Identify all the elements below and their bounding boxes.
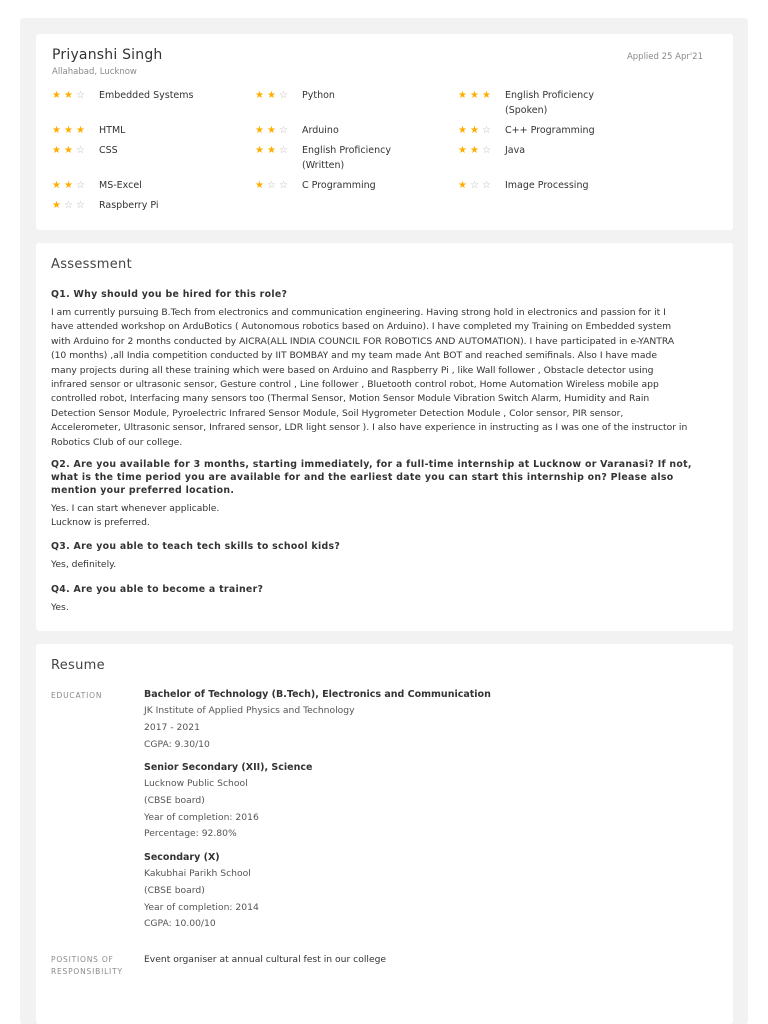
positions-entry xyxy=(144,953,714,966)
answer-line: (10 months) ,all India competition conducted by IIT BOMBAY and my team made Ant BOT and reached semifinals. Also I have made xyxy=(51,350,658,362)
skill-name: Python xyxy=(302,90,335,101)
star-filled-icon: ★ xyxy=(52,125,61,136)
answer-line: with Arduino for 2 months conducted by AICRA(ALL INDIA COUNCIL FOR ROBOTICS AND AUTOMATION). I have participated in e-YANTRA xyxy=(51,335,675,347)
star-filled-icon: ★ xyxy=(458,90,467,101)
skill-item xyxy=(255,125,455,138)
skill-item xyxy=(458,125,658,138)
answer-1 xyxy=(51,306,719,450)
star-filled-icon: ★ xyxy=(469,145,479,156)
resume-card xyxy=(36,644,733,1024)
applied-date: Applied 25 Apr'21 xyxy=(626,52,703,62)
assessment-title: Assessment xyxy=(51,257,132,272)
answer-line: Yes, definitely. xyxy=(51,559,117,570)
positions-label-line: POSITIONS OF xyxy=(51,955,114,964)
question-block-4 xyxy=(51,583,719,615)
question-4: Q4. Are you able to become a trainer? xyxy=(51,584,264,595)
answer-line: have attended workshop on ArduBotics ( Autonomous robotics based on Arduino). I have completed my Training on Embedded system xyxy=(51,321,672,333)
star-empty-icon: ☆ xyxy=(75,180,85,191)
skill-item xyxy=(255,145,455,173)
positions-label-line: RESPONSIBILITY xyxy=(51,967,123,976)
star-empty-icon: ☆ xyxy=(266,180,276,191)
education-board: (CBSE board) xyxy=(144,794,205,806)
star-filled-icon: ★ xyxy=(52,200,61,211)
education-label: EDUCATION xyxy=(51,691,103,700)
candidate-location: Allahabad, Lucknow xyxy=(52,67,137,77)
question-block-3 xyxy=(51,540,719,572)
skill-item xyxy=(255,180,455,193)
star-filled-icon: ★ xyxy=(52,180,61,191)
question-block-2 xyxy=(51,458,719,531)
resume-title: Resume xyxy=(51,658,105,673)
star-filled-icon: ★ xyxy=(469,125,479,136)
answer-line: many projects during all these training which were based on Arduino and Raspberry Pi , like Wall follower , Obstacle detector using xyxy=(51,364,654,376)
skill-name: CSS xyxy=(99,145,118,156)
star-empty-icon: ☆ xyxy=(469,180,479,191)
star-filled-icon: ★ xyxy=(75,125,85,136)
skill-item xyxy=(52,125,252,138)
star-empty-icon: ☆ xyxy=(481,180,491,191)
positions-label xyxy=(51,954,123,978)
education-score: CGPA: 10.00/10 xyxy=(144,918,216,930)
star-empty-icon: ☆ xyxy=(63,200,73,211)
education-score: Percentage: 92.80% xyxy=(144,828,237,840)
skill-name: Embedded Systems xyxy=(99,90,194,101)
education-completion: Year of completion: 2014 xyxy=(144,901,259,913)
education-entry-x xyxy=(144,851,714,933)
star-empty-icon: ☆ xyxy=(75,145,85,156)
skill-item xyxy=(52,200,252,213)
star-filled-icon: ★ xyxy=(481,90,491,101)
skill-name: HTML xyxy=(99,125,126,136)
star-filled-icon: ★ xyxy=(63,90,73,101)
star-filled-icon: ★ xyxy=(469,90,479,101)
skill-rating xyxy=(458,90,505,101)
skill-rating xyxy=(52,145,99,156)
answer-line: infrared sensor or ultrasonic sensor, Gesture control , Line follower , Bluetooth control robot, Home Automation Wireless mobile app xyxy=(51,379,659,391)
skill-name: English Proficiency (Written) xyxy=(302,145,391,171)
answer-line: Accelerometer, Ultrasonic sensor, Infrared sensor, LDR light sensor ). I also have experience in instructing as I was one of the instructor in xyxy=(51,422,688,434)
degree-title: Secondary (X) xyxy=(144,852,220,863)
star-filled-icon: ★ xyxy=(255,180,264,191)
skill-name: English Proficiency (Spoken) xyxy=(505,90,594,116)
profile-card xyxy=(36,34,733,230)
question-block-1 xyxy=(51,288,719,450)
skill-name: Arduino xyxy=(302,125,339,136)
skill-item xyxy=(52,180,252,193)
skill-rating xyxy=(52,90,99,101)
star-filled-icon: ★ xyxy=(63,145,73,156)
star-filled-icon: ★ xyxy=(266,125,276,136)
answer-line: Yes. xyxy=(51,602,69,613)
positions-text: Event organiser at annual cultural fest in our college xyxy=(144,954,387,965)
question-1: Q1. Why should you be hired for this role? xyxy=(51,289,288,300)
skill-name: C++ Programming xyxy=(505,125,595,136)
answer-line: Yes. I can start whenever applicable. xyxy=(51,503,220,514)
star-empty-icon: ☆ xyxy=(481,145,491,156)
institute-name: Lucknow Public School xyxy=(144,778,248,789)
answer-2 xyxy=(51,502,719,531)
star-filled-icon: ★ xyxy=(63,180,73,191)
skill-item xyxy=(255,90,455,103)
star-filled-icon: ★ xyxy=(266,145,276,156)
skill-rating xyxy=(255,145,302,156)
question-3: Q3. Are you able to teach tech skills to school kids? xyxy=(51,541,341,552)
degree-title: Bachelor of Technology (B.Tech), Electronics and Communication xyxy=(144,689,491,700)
answer-line: I am currently pursuing B.Tech from electronics and communication engineering. Having strong hold in electronics and passion for it I xyxy=(51,307,666,318)
star-filled-icon: ★ xyxy=(52,145,61,156)
candidate-name: Priyanshi Singh xyxy=(52,47,163,63)
education-score: CGPA: 9.30/10 xyxy=(144,738,210,750)
star-filled-icon: ★ xyxy=(63,125,73,136)
skill-item xyxy=(458,90,658,118)
star-filled-icon: ★ xyxy=(266,90,276,101)
education-board: (CBSE board) xyxy=(144,884,205,896)
skill-item xyxy=(52,90,252,103)
skill-rating xyxy=(255,180,302,191)
skill-item xyxy=(458,145,658,158)
skill-rating xyxy=(255,90,302,101)
skill-item xyxy=(52,145,252,158)
skill-rating xyxy=(458,125,505,136)
skill-item xyxy=(458,180,658,193)
star-filled-icon: ★ xyxy=(458,145,467,156)
degree-title: Senior Secondary (XII), Science xyxy=(144,762,313,773)
star-empty-icon: ☆ xyxy=(481,125,491,136)
skill-name: C Programming xyxy=(302,180,376,191)
skill-rating xyxy=(458,145,505,156)
star-empty-icon: ☆ xyxy=(75,90,85,101)
answer-line: Robotics Club of our college. xyxy=(51,436,183,448)
skill-rating xyxy=(255,125,302,136)
skill-rating xyxy=(52,200,99,211)
skill-rating xyxy=(52,180,99,191)
star-filled-icon: ★ xyxy=(52,90,61,101)
skill-rating xyxy=(52,125,99,136)
answer-4 xyxy=(51,601,719,615)
question-2: Q2. Are you available for 3 months, starting immediately, for a full-time internship at Lucknow or Varanasi? If not, what is the time period you are available for and the earliest date you can start this internship on? Please also mention your preferred location. xyxy=(51,459,692,496)
star-filled-icon: ★ xyxy=(255,90,264,101)
institute-name: JK Institute of Applied Physics and Technology xyxy=(144,705,355,716)
education-completion: Year of completion: 2016 xyxy=(144,811,259,823)
star-empty-icon: ☆ xyxy=(278,145,288,156)
assessment-card xyxy=(36,243,733,631)
star-empty-icon: ☆ xyxy=(278,90,288,101)
star-filled-icon: ★ xyxy=(255,145,264,156)
skill-name: Image Processing xyxy=(505,180,589,191)
education-entry-btech xyxy=(144,688,714,753)
answer-3 xyxy=(51,558,719,572)
star-filled-icon: ★ xyxy=(458,125,467,136)
star-empty-icon: ☆ xyxy=(278,180,288,191)
skill-name: MS-Excel xyxy=(99,180,142,191)
answer-line: Detection Sensor Module, Pyroelectric Infrared Sensor Module, Soil Hygrometer Detection Module , Color sensor, PIR sensor, xyxy=(51,407,624,419)
answer-line: controlled robot, Interfacing many sensors too (Thermal Sensor, Motion Sensor Module Vibration Switch Alarm, Humidity and Rain xyxy=(51,393,650,405)
institute-name: Kakubhai Parikh School xyxy=(144,868,251,879)
answer-line: Lucknow is preferred. xyxy=(51,517,150,529)
star-empty-icon: ☆ xyxy=(75,200,85,211)
skill-name: Java xyxy=(505,145,526,156)
education-years: 2017 - 2021 xyxy=(144,721,200,733)
skill-name: Raspberry Pi xyxy=(99,200,159,211)
skill-rating xyxy=(458,180,505,191)
star-empty-icon: ☆ xyxy=(278,125,288,136)
education-entry-xii xyxy=(144,761,714,843)
star-filled-icon: ★ xyxy=(458,180,467,191)
star-filled-icon: ★ xyxy=(255,125,264,136)
